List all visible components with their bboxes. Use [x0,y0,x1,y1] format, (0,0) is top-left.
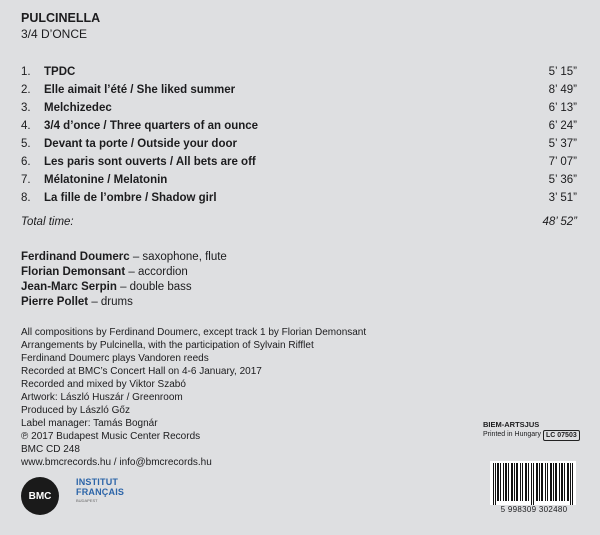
track-duration: 6’ 24” [548,120,577,132]
track-duration: 5’ 37” [548,138,577,150]
credit-line: www.bmcrecords.hu / info@bmcrecords.hu [21,457,212,468]
credit-line: ℗ 2017 Budapest Music Center Records [21,431,201,442]
institut-logo-line1: INSTITUT [76,477,119,487]
track-duration: 5’ 15” [548,66,577,78]
label-code-badge: LC 07503 [543,430,580,441]
track-duration: 3’ 51” [548,192,577,204]
track-duration: 8’ 49” [548,84,577,96]
track-duration: 5’ 36” [548,174,577,186]
musician-role: – double bass [116,281,192,293]
musician-role: – accordion [125,266,188,278]
track-number: 6. [21,156,31,168]
barcode [490,461,576,505]
track-number: 8. [21,192,31,204]
track-title: Devant ta porte / Outside your door [44,138,237,150]
musician-name: Pierre Pollet [21,296,89,308]
credit-line: All compositions by Ferdinand Doumerc, except track 1 by Florian Demonsant [21,327,367,338]
credit-line: Ferdinand Doumerc plays Vandoren reeds [21,353,209,364]
musician-line [21,266,188,278]
credit-line: BMC CD 248 [21,444,80,455]
total-time-label: Total time: [21,216,74,228]
track-row [21,102,577,118]
credit-line: Produced by László Gőz [21,405,130,416]
track-number: 5. [21,138,31,150]
track-row [21,174,577,190]
credit-line: Recorded and mixed by Viktor Szabó [21,379,186,390]
track-title: TPDC [44,66,76,78]
bmc-logo [21,477,59,515]
musician-line [21,296,133,308]
track-number: 3. [21,102,31,114]
track-row [21,120,577,136]
band-name: PULCINELLA [21,11,101,25]
musician-name: Ferdinand Doumerc [21,251,130,263]
credit-line: Recorded at BMC’s Concert Hall on 4-6 January, 2017 [21,366,262,377]
musician-line [21,281,192,293]
track-title: La fille de l’ombre / Shadow girl [44,192,217,204]
musician-role: – drums [88,296,133,308]
album-title: 3/4 D’ONCE [21,27,88,41]
track-row [21,192,577,208]
track-duration: 7’ 07” [548,156,577,168]
track-row [21,156,577,172]
credit-line: Label manager: Tamás Bognár [21,418,158,429]
bmc-logo-text: BMC [28,490,52,502]
musician-role: – saxophone, flute [129,251,227,263]
track-number: 1. [21,66,31,78]
musician-name: Florian Demonsant [21,266,126,278]
biem-artsjus: BIEM-ARTSJUS [483,420,540,429]
musician-name: Jean-Marc Serpin [21,281,117,293]
credit-line: Artwork: László Huszár / Greenroom [21,392,183,403]
track-number: 7. [21,174,31,186]
total-time-value: 48’ 52” [542,216,577,228]
track-number: 2. [21,84,31,96]
institut-logo-line3: BUDAPEST [76,498,98,503]
barcode-number: 5 998309 302480 [500,505,568,514]
track-row [21,84,577,100]
track-title: Melchizedec [44,102,112,114]
track-title: Elle aimait l’été / She liked summer [44,84,236,96]
track-title: Mélatonine / Melatonin [44,174,168,186]
track-number: 4. [21,120,31,132]
track-duration: 6’ 13” [548,102,577,114]
printed-in: Printed in Hungary [483,431,541,438]
track-title: Les paris sont ouverts / All bets are off [44,156,256,168]
credit-line: Arrangements by Pulcinella, with the participation of Sylvain Rifflet [21,340,314,351]
institut-francais-logo [76,477,126,513]
institut-logo-line2: FRANÇAIS [76,487,125,497]
musician-line [21,251,227,263]
track-title: 3/4 d’once / Three quarters of an ounce [44,120,259,132]
track-row [21,66,577,82]
track-row [21,138,577,154]
